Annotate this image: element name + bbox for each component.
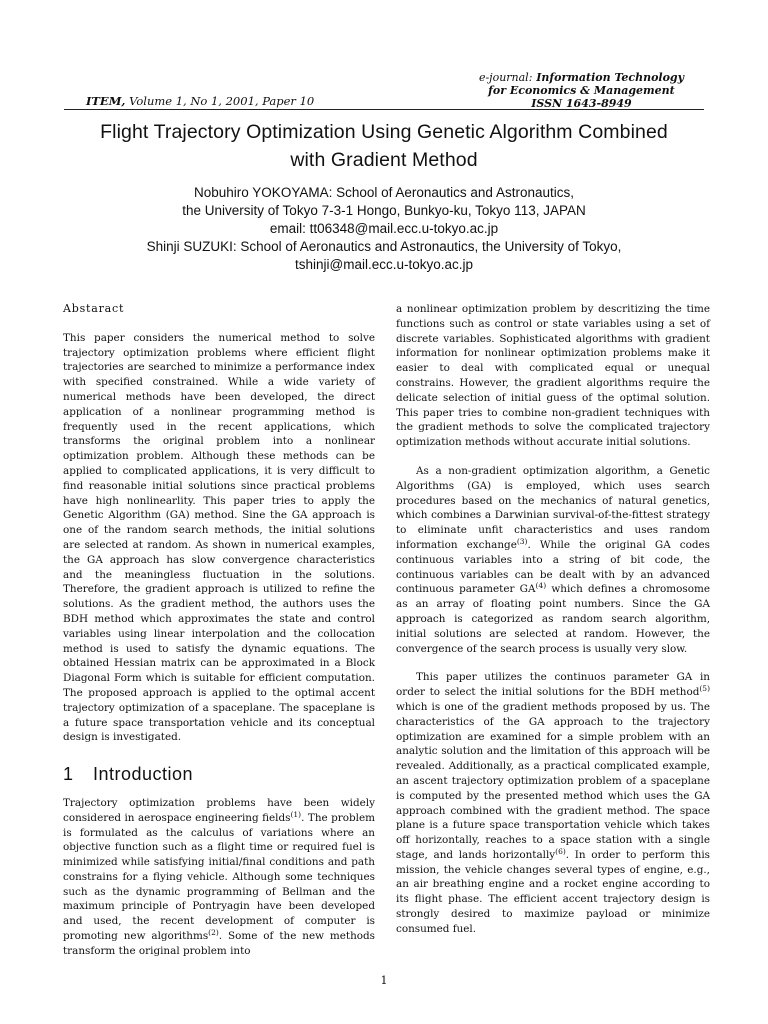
- ref-4: (4): [535, 581, 547, 591]
- text-run: Trajectory optimization problems have been widely considered in aerospace engineering fields: [63, 796, 375, 824]
- journal-citation: [86, 94, 314, 108]
- ejournal-name-line2: for Economics & Management: [488, 84, 675, 97]
- left-column: [63, 302, 375, 959]
- text-run: . While the original GA codes continuous variables into a string of bit code, the continuous variables can be dealt with by an advanced continuous parameter GA: [396, 538, 710, 596]
- ref-3: (3): [516, 536, 528, 546]
- section-heading: [63, 764, 375, 785]
- text-run: . The problem is formulated as the calculus of variations where an objective function such as a flight time or required fuel is minimized while satisfying initial/final conditions and path constrains for a flying vehicle. Although some techniques such as the dynamic programming of Bellman and the maximum principle of Pontryagin have been developed and used, the recent development of computer is promoting new algorithms: [63, 811, 375, 943]
- page-number: 1: [380, 974, 388, 987]
- author-2-affiliation: Shinji SUZUKI: School of Aeronautics and Astronautics, the University of Tokyo,: [146, 239, 622, 254]
- author-1-address: the University of Tokyo 7-3-1 Hongo, Bunkyo-ku, Tokyo 113, JAPAN: [182, 203, 586, 218]
- ejournal-prefix: e-journal:: [478, 71, 533, 84]
- author-1-email: email: tt06348@mail.ecc.u-tokyo.ac.jp: [269, 221, 499, 236]
- ref-6: (6): [555, 846, 566, 856]
- title-line-2: with Gradient Method: [290, 149, 478, 171]
- abstract-heading: Abstaract: [63, 302, 125, 315]
- ejournal-name: Information Technology: [532, 71, 684, 84]
- ref-1: (1): [290, 809, 302, 819]
- author-block: [40, 184, 728, 274]
- ref-5: (5): [699, 684, 710, 694]
- abstract-text: This paper considers the numerical method to solve trajectory optimization problems where efficient flight trajectories are searched to minimize a performance index with specified constrained. While a wide variety of numerical methods have been developed, the direct application of a nonlinear programming method is frequently used in the recent applications, which transforms the original problem into a nonlinear optimization problem. Although these methods can be applied to complicated applications, it is very difficult to find reasonable initial solutions since practical problems have high nonlinearlity. This paper tries to apply the Genetic Algorithm (GA) method. Sine the GA approach is one of the random search methods, the initial solutions are selected at random. As shown in numerical examples, the GA approach has slow convergence characteristics and the meaningless fluctuation in the solutions. Therefore, the gradient approach is utilized to refine the solutions. As the gradient method, the authors uses the BDH method which approximates the state and control variables using linear interpolation and the collocation method is used to satisfy the dynamic equations. The obtained Hessian matrix can be approximated in a Block Diagonal Form which is suitable for efficient computation. The proposed approach is applied to the optimal accent trajectory optimization of a spaceplane. The spaceplane is a future space transportation vehicle and its conceptual design is investigated.: [63, 331, 375, 744]
- text-run: which defines a chromosome as an array of floating point numbers. Since the GA approach is categorized as random search algorithm, initial solutions are selected at random. However, the convergence of the search process is usually very slow.: [396, 583, 710, 655]
- intro-paragraph-4: [396, 670, 710, 936]
- paper-title: [40, 118, 728, 174]
- text-run: As a non-gradient optimization algorithm, a Genetic Algorithms (GA) is employed, which uses search procedures based on the mechanics of natural genetics, which combines a Darwinian survival-of-the-fittest strategy to eliminate unfit characteristics and uses random information exchange: [396, 464, 710, 551]
- text-run: . Some of the new methods transform the original problem into: [63, 930, 376, 957]
- author-2-email: tshinji@mail.ecc.u-tokyo.ac.jp: [294, 257, 474, 272]
- ref-2: (2): [208, 928, 219, 938]
- ejournal-info: [479, 71, 684, 110]
- issn: ISSN 1643-8949: [531, 97, 632, 110]
- section-number: 1: [63, 764, 74, 785]
- section-title: Introduction: [93, 764, 194, 785]
- right-column: [396, 302, 710, 937]
- journal-name: ITEM,: [86, 94, 126, 108]
- text-run: . In order to perform this mission, the vehicle changes several types of engine, e.g., an air breathing engine and a rocket engine according to its flight phase. The efficient accent trajectory design is strongly desired to maximize payload or minimize consumed fuel.: [396, 848, 710, 935]
- text-run: which is one of the gradient methods proposed by us. The characteristics of the GA approach to the trajectory optimization are examined for a simple problem with an analytic solution and the limitation of this approach will be revealed. Additionally, as a practical complicated example, an ascent trajectory optimization problem of a spaceplane is computed by the presented method which uses the GA approach combined with the gradient method. The space plane is a future space transportation vehicle which takes off horizontally, reaches to a space station with a single stage, and lands horizontally: [396, 700, 710, 861]
- title-line-1: Flight Trajectory Optimization Using Genetic Algorithm Combined: [100, 121, 668, 143]
- author-1-affiliation: Nobuhiro YOKOYAMA: School of Aeronautics and Astronautics,: [194, 185, 574, 200]
- intro-paragraph-2: a nonlinear optimization problem by descritizing the time functions such as control or state variables using a set of discrete variables. Sophisticated algorithms with gradient information for nonlinear optimization problems make it easier to deal with complicated equal or unequal constrains. However, the gradient algorithms require the delicate selection of initial guess of the optimal solution. This paper tries to combine non-gradient techniques with the gradient methods to solve the complicated trajectory optimization methods without accurate initial solutions.: [396, 303, 710, 449]
- intro-paragraph-3: [396, 464, 710, 656]
- journal-volume: Volume 1, No 1, 2001, Paper 10: [125, 94, 315, 108]
- header-rule: [64, 109, 704, 110]
- text-run: This paper utilizes the continuos parameter GA in order to select the initial solutions for the BDH method: [396, 671, 710, 699]
- intro-paragraph-1: [63, 796, 375, 959]
